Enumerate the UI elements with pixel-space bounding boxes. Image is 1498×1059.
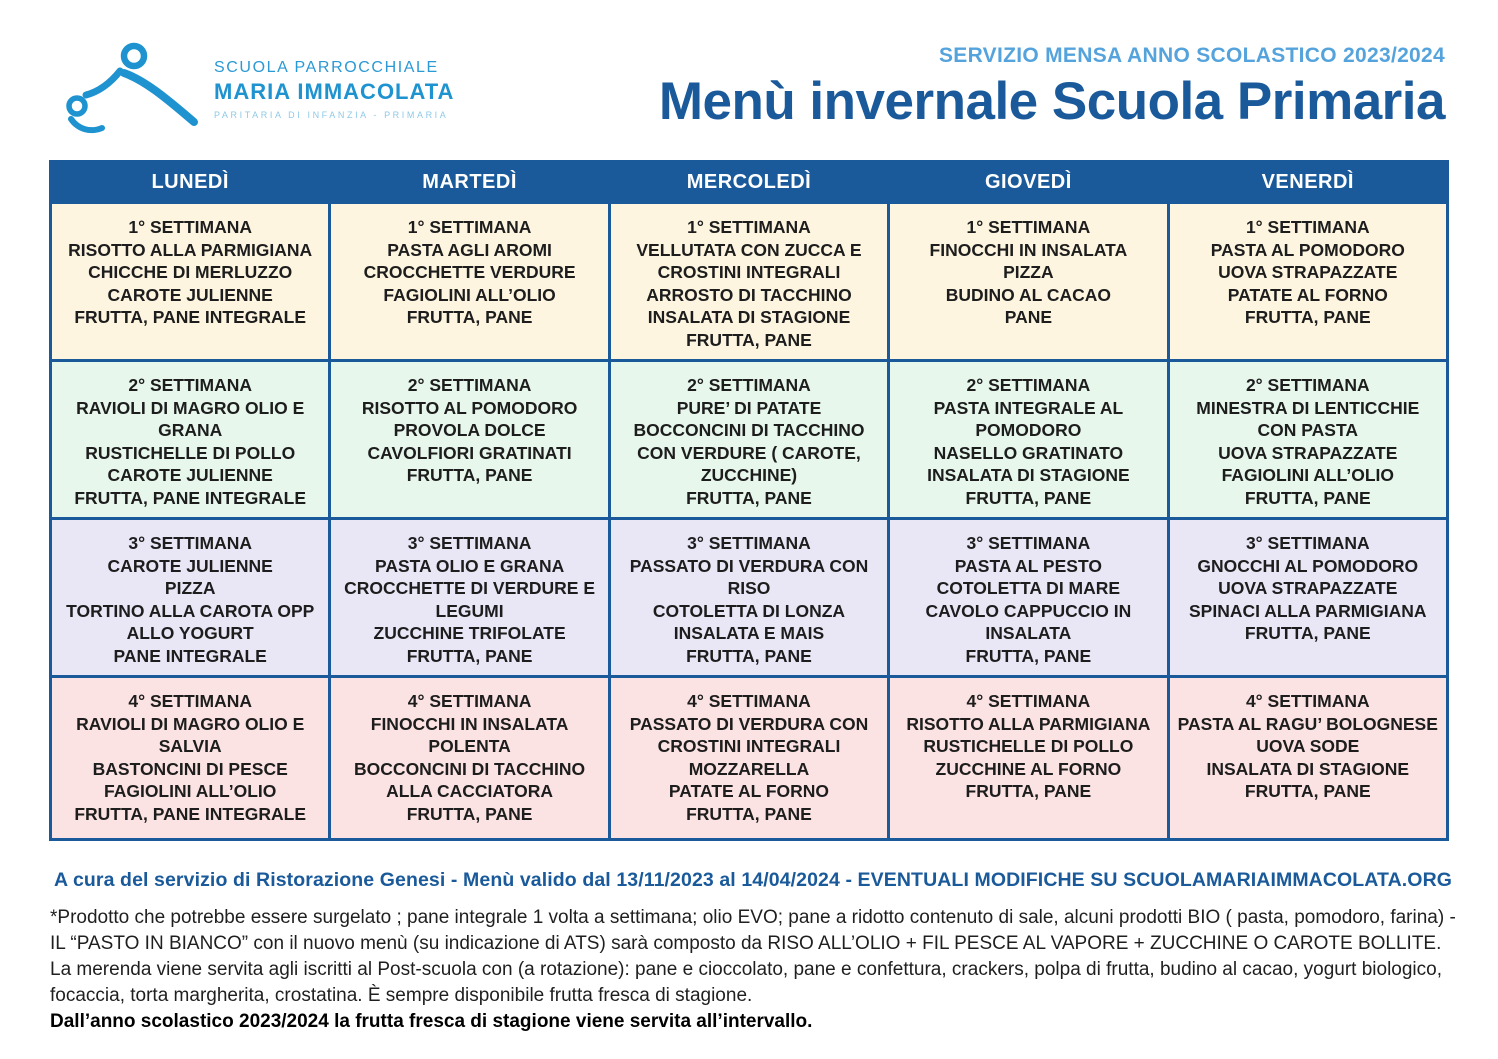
menu-cell xyxy=(889,519,1168,677)
week-label: 1° SETTIMANA xyxy=(687,217,811,237)
week-label: 1° SETTIMANA xyxy=(1245,217,1370,237)
title-block xyxy=(659,42,1445,130)
week-row-4 xyxy=(51,677,1448,840)
week-row-1 xyxy=(51,203,1448,361)
menu-item: FRUTTA, PANE xyxy=(686,487,812,508)
menu-item: GNOCCHI AL POMODORO xyxy=(1197,555,1419,576)
menu-item: FINOCCHI IN INSALATA xyxy=(929,239,1128,260)
menu-item: NASELLO GRATINATO xyxy=(933,442,1124,463)
menu-item: PATATE AL FORNO xyxy=(668,781,830,801)
week-label: 3° SETTIMANA xyxy=(1245,533,1370,553)
day-header: MERCOLEDÌ xyxy=(609,162,888,203)
menu-item: PROVOLA DOLCE xyxy=(393,420,546,440)
menu-item: CROCCHETTE VERDURE xyxy=(363,262,576,282)
week-label: 2° SETTIMANA xyxy=(407,375,532,395)
menu-item: FAGIOLINI ALL’OLIO xyxy=(383,284,556,305)
menu-item: FRUTTA, PANE xyxy=(1244,781,1371,801)
menu-cell xyxy=(609,519,888,677)
menu-item: BASTONCINI DI PESCE xyxy=(92,758,288,779)
day-header: LUNEDÌ xyxy=(51,162,330,203)
week-label: 2° SETTIMANA xyxy=(687,375,811,395)
menu-cell xyxy=(889,361,1168,519)
menu-item: RAVIOLI DI MAGRO OLIO E GRANA xyxy=(76,397,305,440)
week-label: 3° SETTIMANA xyxy=(687,533,811,553)
menu-item: RUSTICHELLE DI POLLO xyxy=(923,736,1134,756)
menu-cell xyxy=(330,361,609,519)
menu-item: RISOTTO AL POMODORO xyxy=(361,397,578,418)
menu-item: PASTA OLIO E GRANA xyxy=(374,555,565,576)
week-label: 4° SETTIMANA xyxy=(1245,691,1370,711)
menu-item: ZUCCHINE TRIFOLATE xyxy=(373,623,566,643)
day-header: MARTEDÌ xyxy=(330,162,609,203)
menu-cell xyxy=(51,203,330,361)
week-label: 2° SETTIMANA xyxy=(128,375,253,395)
menu-cell xyxy=(330,203,609,361)
week-row-2 xyxy=(51,361,1448,519)
menu-item: FRUTTA, PANE xyxy=(406,307,533,327)
menu-item: FRUTTA, PANE xyxy=(965,645,1092,666)
day-header: GIOVEDÌ xyxy=(889,162,1168,203)
menu-item: FAGIOLINI ALL’OLIO xyxy=(103,781,277,801)
menu-item: VELLUTATA CON ZUCCA E CROSTINI INTEGRALI xyxy=(636,239,862,282)
school-name-main: MARIA IMMACOLATA xyxy=(214,78,455,104)
menu-item: FRUTTA, PANE xyxy=(686,329,812,350)
menu-cell xyxy=(609,361,888,519)
menu-item: POLENTA xyxy=(428,736,511,756)
menu-item: FRUTTA, PANE xyxy=(1244,623,1371,643)
week-label: 3° SETTIMANA xyxy=(966,533,1091,553)
menu-table xyxy=(49,160,1449,841)
week-label: 3° SETTIMANA xyxy=(407,533,532,553)
menu-item: PASTA AL RAGU’ BOLOGNESE xyxy=(1177,713,1438,734)
menu-item: PIZZA xyxy=(1003,262,1054,282)
menu-item: INSALATA E MAIS xyxy=(673,623,825,643)
menu-item: RAVIOLI DI MAGRO OLIO E SALVIA xyxy=(76,713,305,756)
menu-item: FRUTTA, PANE xyxy=(406,803,533,824)
menu-cell xyxy=(1168,677,1447,840)
menu-cell xyxy=(889,203,1168,361)
menu-cell xyxy=(330,519,609,677)
week-label: 4° SETTIMANA xyxy=(407,691,532,711)
menu-item: TORTINO ALLA CAROTA OPP ALLO YOGURT xyxy=(66,600,315,643)
days-header-row xyxy=(51,162,1448,203)
menu-item: COTOLETTA DI LONZA xyxy=(652,600,846,621)
week-label: 4° SETTIMANA xyxy=(966,691,1091,711)
menu-item: CAVOLO CAPPUCCIO IN INSALATA xyxy=(925,600,1132,643)
menu-item: INSALATA DI STAGIONE xyxy=(1206,758,1410,779)
week-label: 3° SETTIMANA xyxy=(128,533,253,553)
menu-item: CROCCHETTE DI VERDURE E LEGUMI xyxy=(344,578,596,621)
menu-cell xyxy=(51,677,330,840)
menu-item: RUSTICHELLE DI POLLO xyxy=(85,442,296,463)
menu-cell xyxy=(889,677,1168,840)
menu-item: UOVA STRAPAZZATE xyxy=(1218,262,1398,282)
menu-item: PANE INTEGRALE xyxy=(113,645,267,666)
menu-item: BOCCONCINI DI TACCHINO ALLA CACCIATORA xyxy=(354,758,586,801)
menu-item: INSALATA DI STAGIONE xyxy=(647,307,851,327)
menu-item: FRUTTA, PANE xyxy=(1244,487,1371,508)
header xyxy=(0,0,1498,136)
week-label: 1° SETTIMANA xyxy=(966,217,1091,237)
menu-cell xyxy=(609,677,888,840)
menu-cell xyxy=(51,361,330,519)
menu-item: FRUTTA, PANE INTEGRALE xyxy=(74,803,307,824)
page-title: Menù invernale Scuola Primaria xyxy=(658,72,1445,131)
menu-item: PASTA AL POMODORO xyxy=(1210,239,1405,260)
menu-cell xyxy=(609,203,888,361)
week-label: 1° SETTIMANA xyxy=(128,217,253,237)
menu-item: ZUCCHINE AL FORNO xyxy=(935,758,1122,779)
menu-item: FRUTTA, PANE xyxy=(965,781,1092,801)
menu-item: FRUTTA, PANE INTEGRALE xyxy=(74,307,307,327)
menu-item: CAROTE JULIENNE xyxy=(107,465,273,485)
menu-item: FRUTTA, PANE xyxy=(686,803,812,824)
highlight-line: Dall’anno scolastico 2023/2024 la frutta fresca di stagione viene servita all’intervallo. xyxy=(50,1011,813,1032)
school-logo-icon xyxy=(62,42,200,136)
menu-item: BOCCONCINI DI TACCHINO CON VERDURE ( CAROTE, ZUCCHINE) xyxy=(633,420,865,485)
menu-item: FRUTTA, PANE xyxy=(686,645,812,666)
menu-item: PATATE AL FORNO xyxy=(1227,284,1388,305)
menu-item: PASTA AL PESTO xyxy=(954,555,1102,576)
credit-line: A cura del servizio di Ristorazione Genesi - Menù valido dal 13/11/2023 al 14/04/2024 - EVENTUALI MODIFICHE SU SCUOLAMARIAIMMACOLATA.ORG xyxy=(53,869,1453,891)
menu-item: CAROTE JULIENNE xyxy=(107,555,273,576)
school-logo-text xyxy=(214,59,454,120)
week-label: 2° SETTIMANA xyxy=(966,375,1091,395)
menu-item: FRUTTA, PANE xyxy=(406,465,533,485)
menu-cell xyxy=(51,519,330,677)
menu-item: CAROTE JULIENNE xyxy=(107,284,273,305)
menu-cell xyxy=(1168,361,1447,519)
menu-cell xyxy=(1168,519,1447,677)
service-subtitle: SERVIZIO MENSA ANNO SCOLASTICO 2023/2024 xyxy=(938,44,1445,67)
school-logo xyxy=(62,42,454,136)
menu-item: PURE’ DI PATATE xyxy=(676,397,822,418)
school-name-top: SCUOLA PARROCCHIALE xyxy=(214,58,439,76)
menu-item: PIZZA xyxy=(164,578,216,598)
menu-item: MINESTRA DI LENTICCHIE CON PASTA xyxy=(1196,397,1420,440)
menu-item: RISOTTO ALLA PARMIGIANA xyxy=(906,713,1151,734)
menu-item: CAVOLFIORI GRATINATI xyxy=(367,442,572,463)
menu-item: COTOLETTA DI MARE xyxy=(936,578,1121,598)
menu-item: PASTA AGLI AROMI xyxy=(387,239,552,260)
day-header: VENERDÌ xyxy=(1168,162,1447,203)
footer xyxy=(50,869,1456,1035)
menu-item: CHICCHE DI MERLUZZO xyxy=(88,262,293,282)
menu-item: INSALATA DI STAGIONE xyxy=(927,465,1130,485)
menu-item: SPINACI ALLA PARMIGIANA xyxy=(1189,600,1427,621)
menu-cell xyxy=(330,677,609,840)
notes-paragraph: *Prodotto che potrebbe essere surgelato ; pane integrale 1 volta a settimana; olio EVO; pane a ridotto contenuto di sale, alcuni prodotti BIO ( pasta, pomodoro, farina) - IL “PASTO IN BIANCO” con il nuovo menù (su indicazione di ATS) sarà composto da RISO ALL’OLIO + FIL PESCE AL VAPORE + ZUCCHINE O CAROTE BOLLITE. La merenda viene servita agli iscritti al Post-scuola con (a rotazione): pane e cioccolato, pane e confettura, crackers, polpa di frutta, budino al cacao, yogurt biologico, focaccia, torta margherita, crostatina. È sempre disponibile frutta fresca di stagione. xyxy=(50,907,1456,1006)
week-row-3 xyxy=(51,519,1448,677)
menu-item: BUDINO AL CACAO xyxy=(945,284,1111,305)
menu-item: PASSATO DI VERDURA CON CROSTINI INTEGRALI xyxy=(629,713,869,756)
menu-item: FINOCCHI IN INSALATA xyxy=(370,713,569,734)
menu-item: FRUTTA, PANE xyxy=(1244,307,1371,327)
menu-item: FRUTTA, PANE xyxy=(406,645,533,666)
menu-cell xyxy=(1168,203,1447,361)
week-label: 4° SETTIMANA xyxy=(687,691,811,711)
menu-item: FRUTTA, PANE xyxy=(965,487,1092,508)
menu-item: PANE xyxy=(1004,307,1053,327)
menu-item: PASSATO DI VERDURA CON RISO xyxy=(629,555,869,598)
menu-item: FRUTTA, PANE INTEGRALE xyxy=(74,487,307,508)
menu-item: UOVA SODE xyxy=(1256,736,1360,756)
menu-item: PASTA INTEGRALE AL POMODORO xyxy=(933,397,1124,440)
menu-item: FAGIOLINI ALL’OLIO xyxy=(1221,465,1394,485)
menu-item: RISOTTO ALLA PARMIGIANA xyxy=(68,239,313,260)
menu-item: UOVA STRAPAZZATE xyxy=(1218,578,1398,598)
menu-item: UOVA STRAPAZZATE xyxy=(1218,442,1398,463)
school-name-tagline: PARITARIA DI INFANZIA - PRIMARIA xyxy=(214,109,449,120)
menu-item: MOZZARELLA xyxy=(688,758,810,779)
week-label: 2° SETTIMANA xyxy=(1245,375,1370,395)
week-label: 4° SETTIMANA xyxy=(128,691,253,711)
menu-item: ARROSTO DI TACCHINO xyxy=(646,284,852,305)
week-label: 1° SETTIMANA xyxy=(407,217,532,237)
